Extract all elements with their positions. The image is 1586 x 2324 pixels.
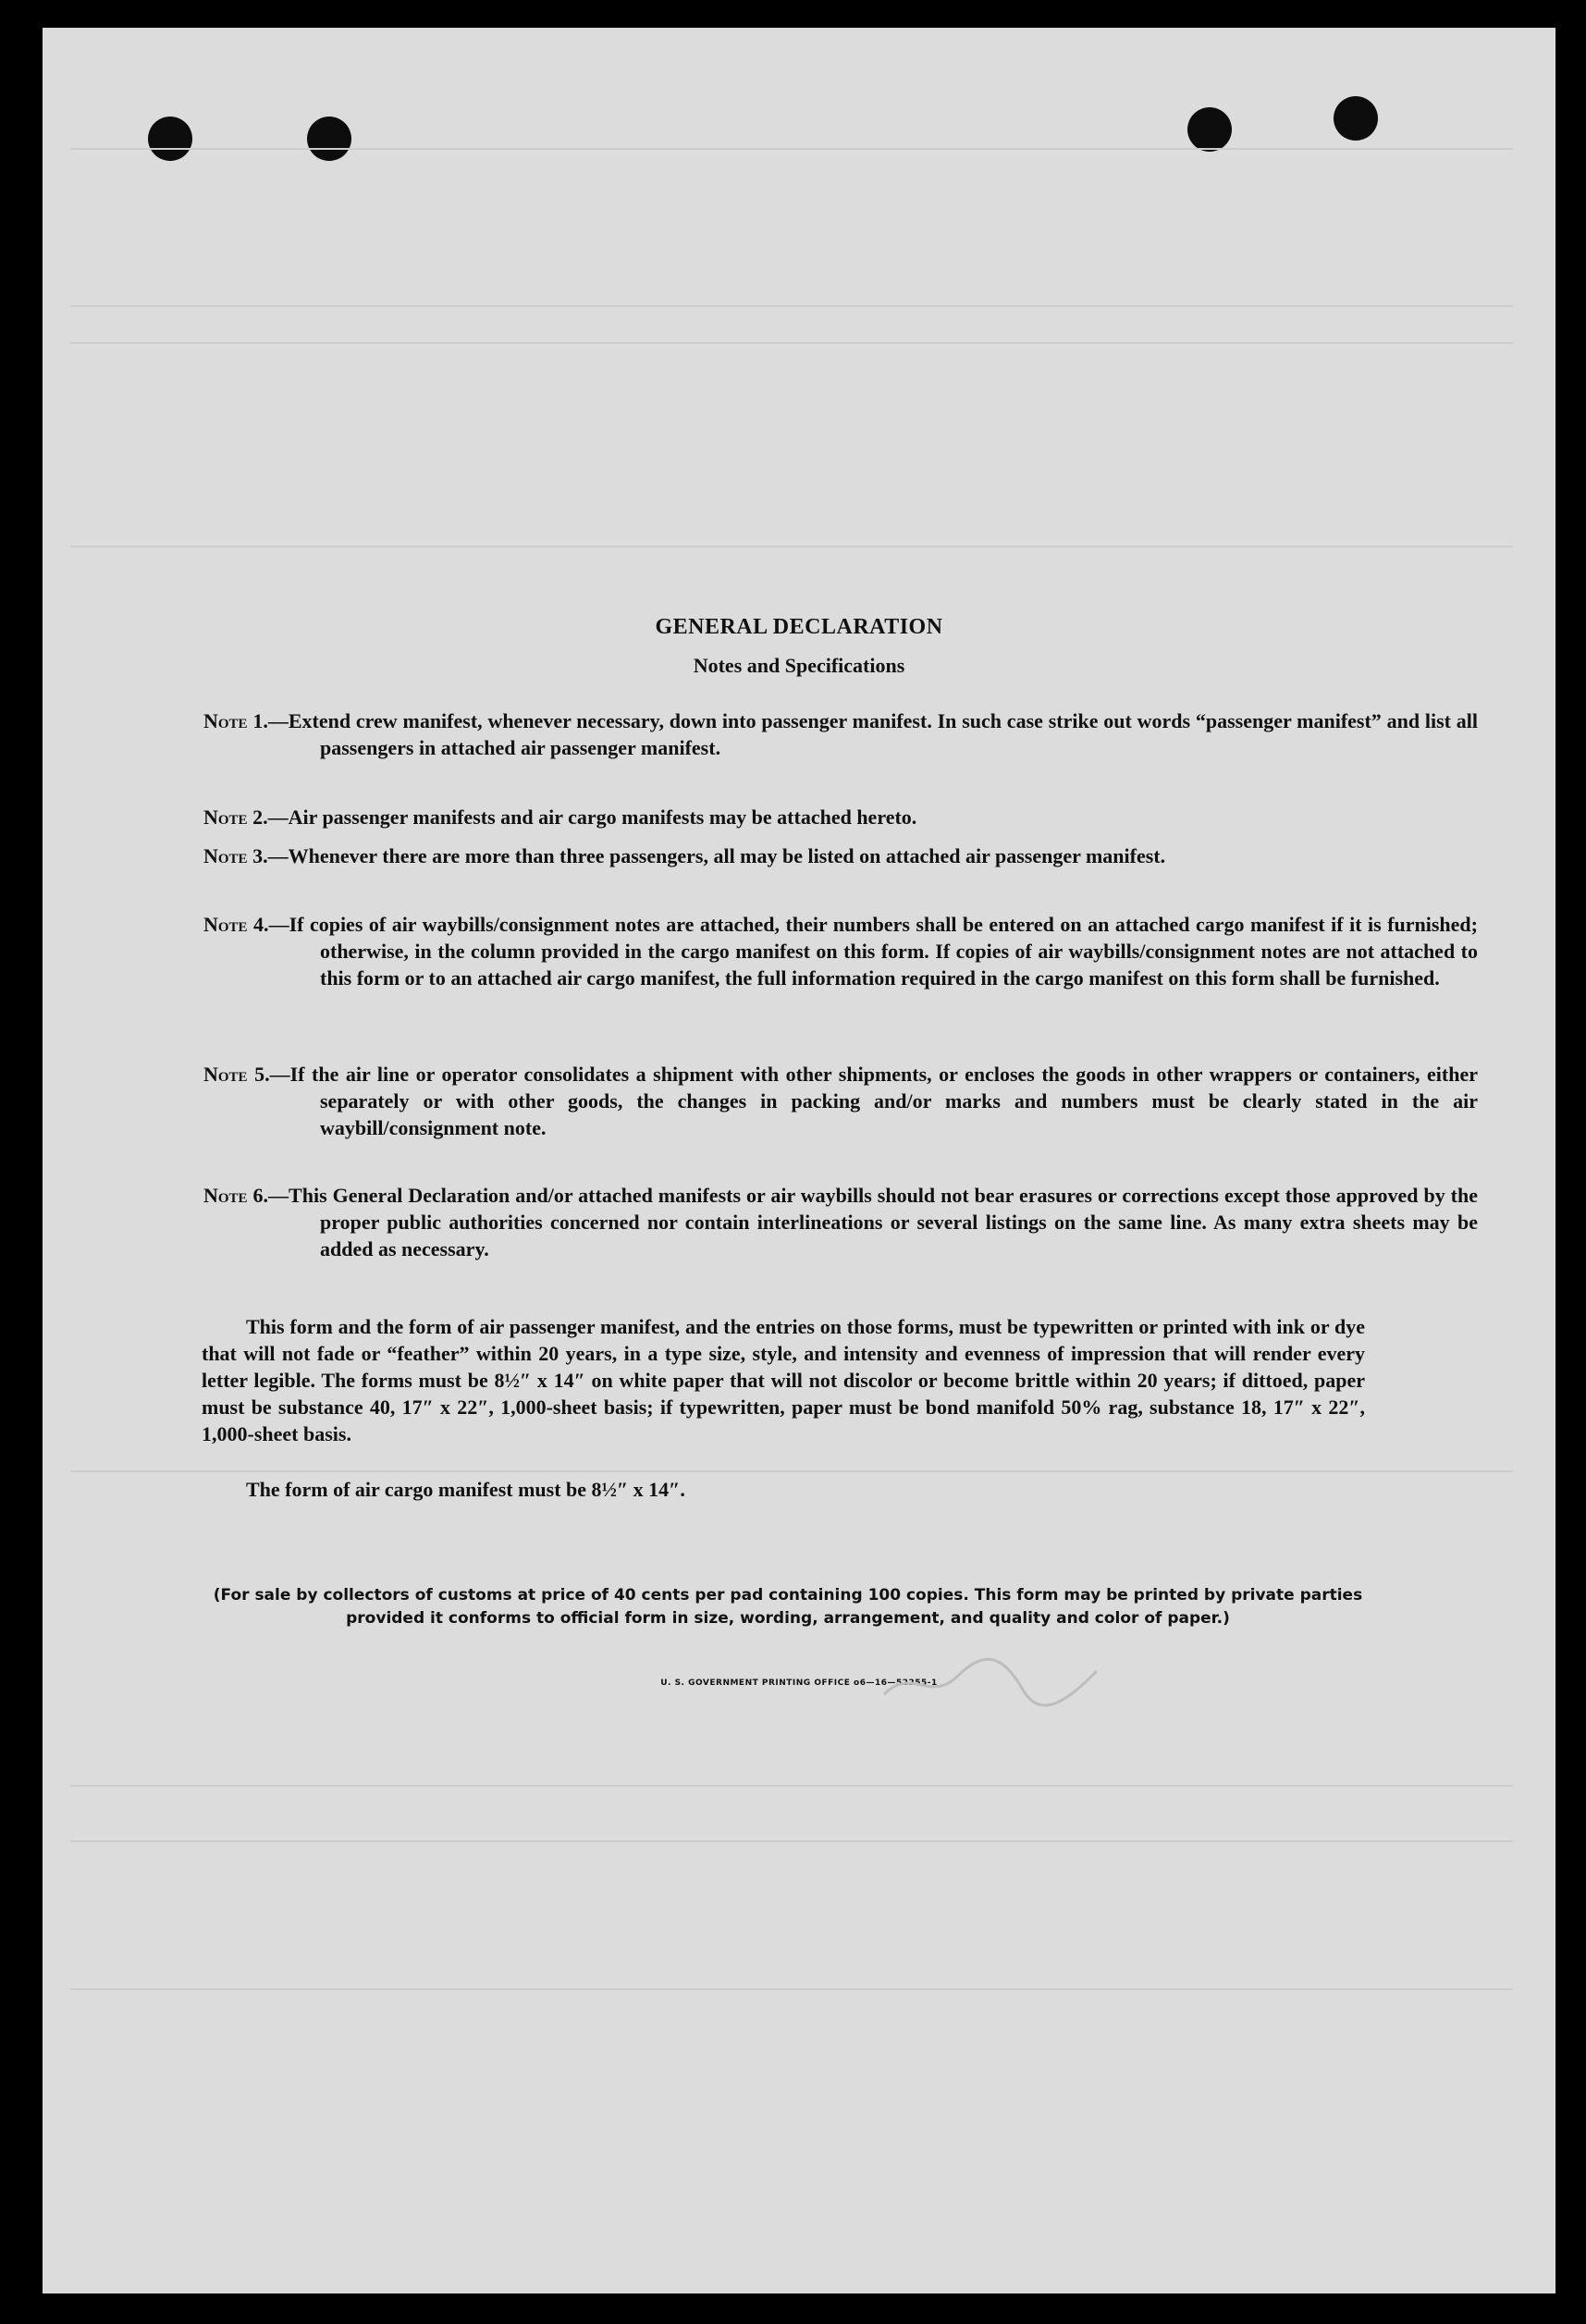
page-title: GENERAL DECLARATION: [655, 615, 943, 639]
page-subtitle: Notes and Specifications: [693, 654, 905, 677]
note-text: —Whenever there are more than three passengers, all may be listed on attached air passenger manifest.: [267, 844, 1166, 867]
cargo-size-line: The form of air cargo manifest must be 8½″ x 14″.: [246, 1478, 685, 1501]
note-3: [203, 842, 1478, 869]
document-content: [43, 28, 1555, 2293]
note-label: Note 1.: [203, 709, 268, 732]
note-6: [203, 1182, 1478, 1262]
note-1: [203, 707, 1478, 761]
note-text: —This General Declaration and/or attached manifests or air waybills should not bear erasures or corrections except those approved by the proper public authorities concerned nor contain interlineations or several listings on the same line. As many extra sheets may be added as necessary.: [268, 1184, 1478, 1260]
note-5: [203, 1061, 1478, 1141]
note-label: Note 6.: [203, 1184, 269, 1207]
note-label: Note 3.: [203, 844, 268, 867]
note-text: —Extend crew manifest, whenever necessary, down into passenger manifest. In such case strike out words “passenger manifest” and list all passengers in attached air passenger manifest.: [267, 709, 1478, 759]
note-text: —If the air line or operator consolidates a shipment with other shipments, or encloses the goods in other wrappers or containers, either separately or with other goods, the changes in packing and/or marks and numbers must be clearly stated in the air waybill/consignment note.: [269, 1063, 1478, 1139]
note-label: Note 4.: [203, 913, 269, 936]
note-label: Note 2.: [203, 805, 268, 829]
handwritten-signature-bleed: [875, 1648, 1152, 1713]
note-label: Note 5.: [203, 1063, 270, 1086]
note-text: —Air passenger manifests and air cargo manifests may be attached hereto.: [267, 805, 917, 829]
sale-notice: (For sale by collectors of customs at price of 40 cents per pad containing 100 copies. This form may be printed by private parties provided it conforms to official form in size, wording, arrangement, and quality and color of paper.): [213, 1586, 1363, 1628]
note-2: [203, 804, 1478, 830]
note-text: —If copies of air waybills/consignment notes are attached, their numbers shall be entered on an attached cargo manifest if it is furnished; otherwise, in the column provided in the cargo manifest on this form. If copies of air waybills/consignment notes are not attached to this form or to an attached air cargo manifest, the full information required in the cargo manifest on this form shall be furnished.: [268, 913, 1478, 990]
note-4: [203, 911, 1478, 991]
specification-paragraph: This form and the form of air passenger manifest, and the entries on those forms, must be typewritten or printed with ink or dye that will not fade or “feather” within 20 years, in a type size, style, and intensity and evenness of impression that will render every letter legible. The forms must be 8½″ x 14″ on white paper that will not discolor or become brittle within 20 years; if dittoed, paper must be substance 40, 17″ x 22″, 1,000-sheet basis; if typewritten, paper must be bond manifold 50% rag, substance 18, 17″ x 22″, 1,000-sheet basis.: [202, 1315, 1365, 1445]
printing-office-line: U. S. GOVERNMENT PRINTING OFFICE o6—16—52255-1: [660, 1678, 938, 1688]
document-page: [43, 28, 1555, 2293]
